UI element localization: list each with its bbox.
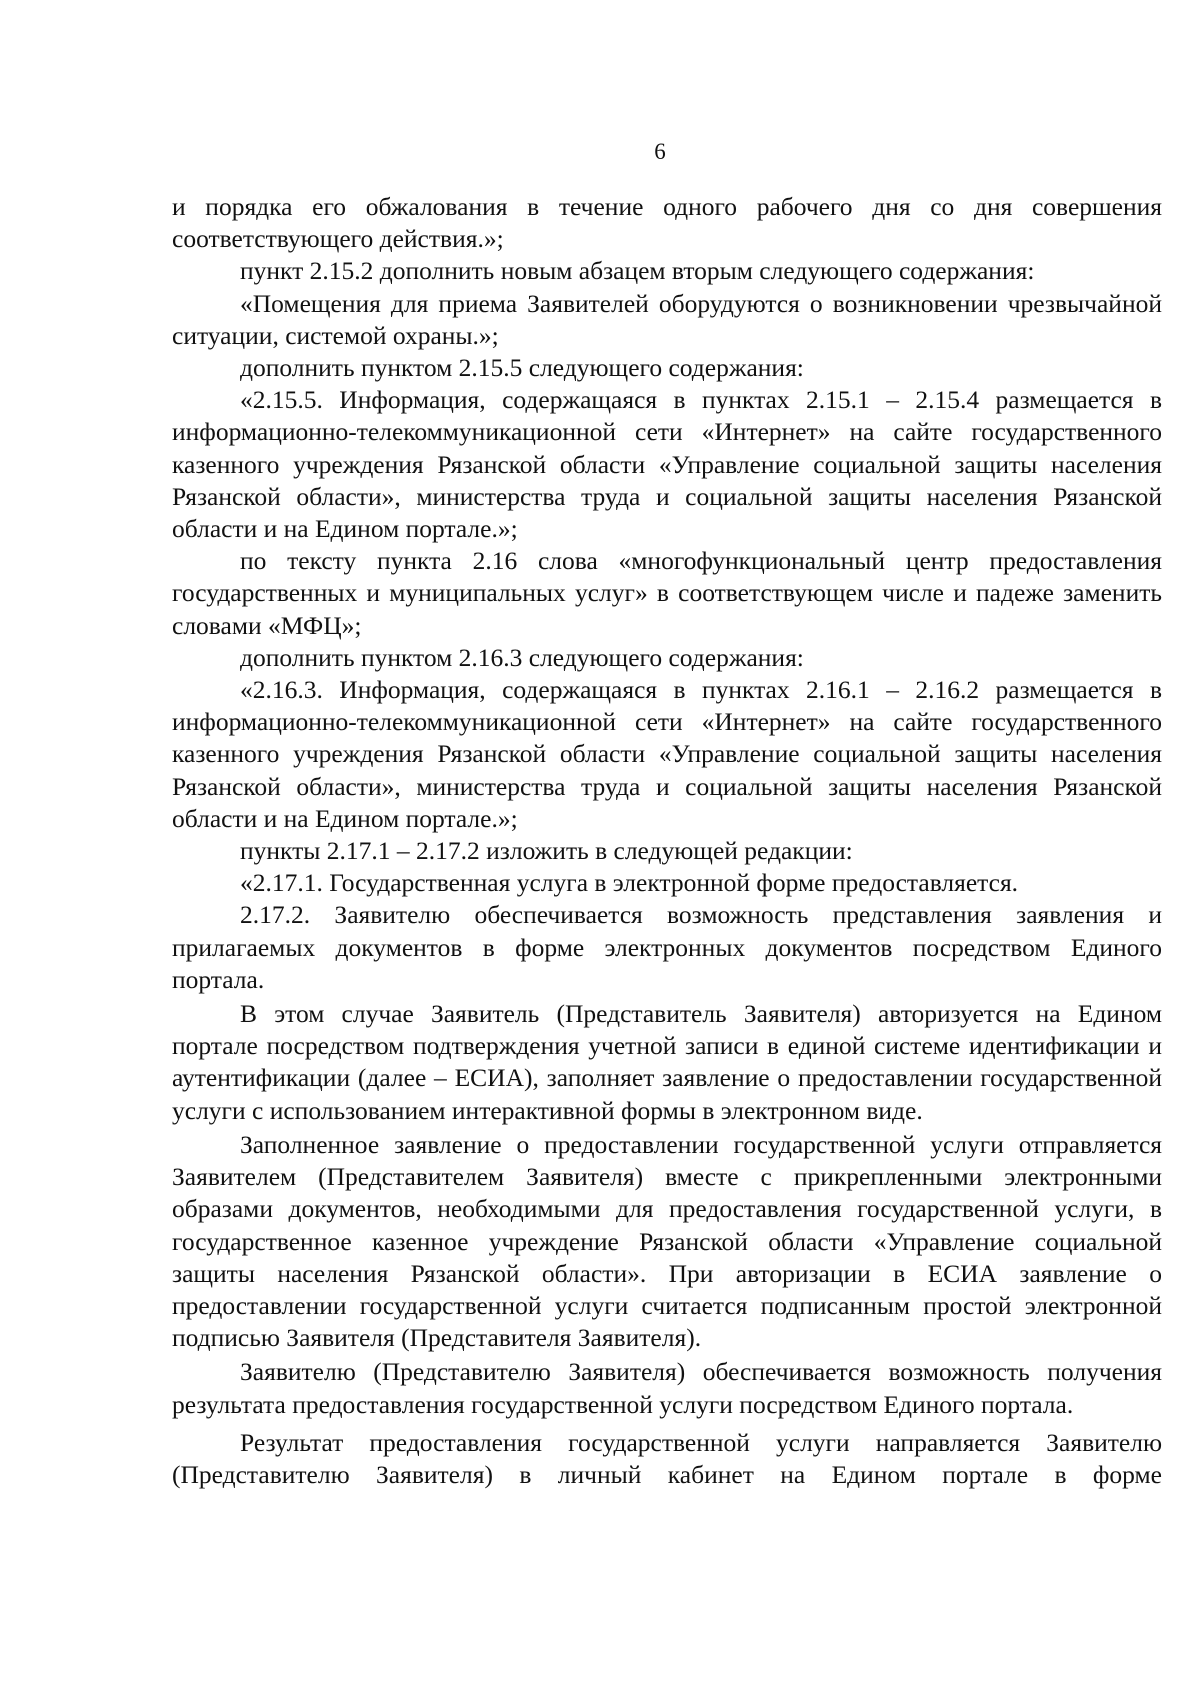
- paragraph-11: 2.17.2. Заявителю обеспечивается возможность представления заявления и прилагаемых документов в форме электронных документов посредством Единого портала.: [172, 900, 1162, 994]
- paragraph-7: дополнить пунктом 2.16.3 следующего содержания:: [240, 642, 804, 672]
- paragraph-9: пункты 2.17.1 – 2.17.2 изложить в следующей редакции:: [240, 836, 853, 866]
- document-body: [172, 191, 1162, 1491]
- paragraph-5: «2.15.5. Информация, содержащаяся в пунктах 2.15.1 – 2.15.4 размещается в информационно-телекоммуникационной сети «Интернет» на сайте государственного казенного учреждения Рязанской области «Управление социальной защиты населения Рязанской области», министерства труда и социальной защиты населения Рязанской области и на Едином портале.»;: [172, 385, 1162, 544]
- paragraph-8: «2.16.3. Информация, содержащаяся в пунктах 2.16.1 – 2.16.2 размещается в информационно-телекоммуникационной сети «Интернет» на сайте государственного казенного учреждения Рязанской области «Управление социальной защиты населения Рязанской области», министерства труда и социальной защиты населения Рязанской области и на Едином портале.»;: [172, 675, 1162, 833]
- paragraph-6: по тексту пункта 2.16 слова «многофункциональный центр предоставления государственных и муниципальных услуг» в соответствующем числе и падеже заменить словами «МФЦ»;: [172, 546, 1162, 640]
- paragraph-13: Заполненное заявление о предоставлении государственной услуги отправляется Заявителем (Представителем Заявителя) вместе с прикрепленными электронными образами документов, необходимыми для предоставления государственной услуги, в государственное казенное учреждение Рязанской области «Управление социальной защиты населения Рязанской области». При авторизации в ЕСИА заявление о предоставлении государственной услуги считается подписанным простой электронной подписью Заявителя (Представителя Заявителя).: [172, 1129, 1162, 1353]
- paragraph-1: и порядка его обжалования в течение одного рабочего дня со дня совершения соответствующего действия.»;: [172, 192, 1162, 254]
- paragraph-12: В этом случае Заявитель (Представитель Заявителя) авторизуется на Едином портале посредством подтверждения учетной записи в единой системе идентификации и аутентификации (далее – ЕСИА), заполняет заявление о предоставлении государственной услуги с использованием интерактивной формы в электронном виде.: [172, 999, 1162, 1125]
- paragraph-3: «Помещения для приема Заявителей оборудуются о возникновении чрезвычайной ситуации, системой охраны.»;: [172, 288, 1162, 350]
- paragraph-15: Результат предоставления государственной услуги направляется Заявителю (Представителю Заявителя) в личный кабинет на Едином портале в форме: [172, 1427, 1162, 1489]
- paragraph-2: пункт 2.15.2 дополнить новым абзацем вторым следующего содержания:: [240, 256, 1035, 286]
- paragraph-10: «2.17.1. Государственная услуга в электронной форме предоставляется.: [240, 868, 1019, 898]
- paragraph-4: дополнить пунктом 2.15.5 следующего содержания:: [240, 353, 804, 383]
- page-number: 6: [654, 139, 666, 164]
- paragraph-14: Заявителю (Представителю Заявителя) обеспечивается возможность получения результата предоставления государственной услуги посредством Единого портала.: [172, 1357, 1162, 1419]
